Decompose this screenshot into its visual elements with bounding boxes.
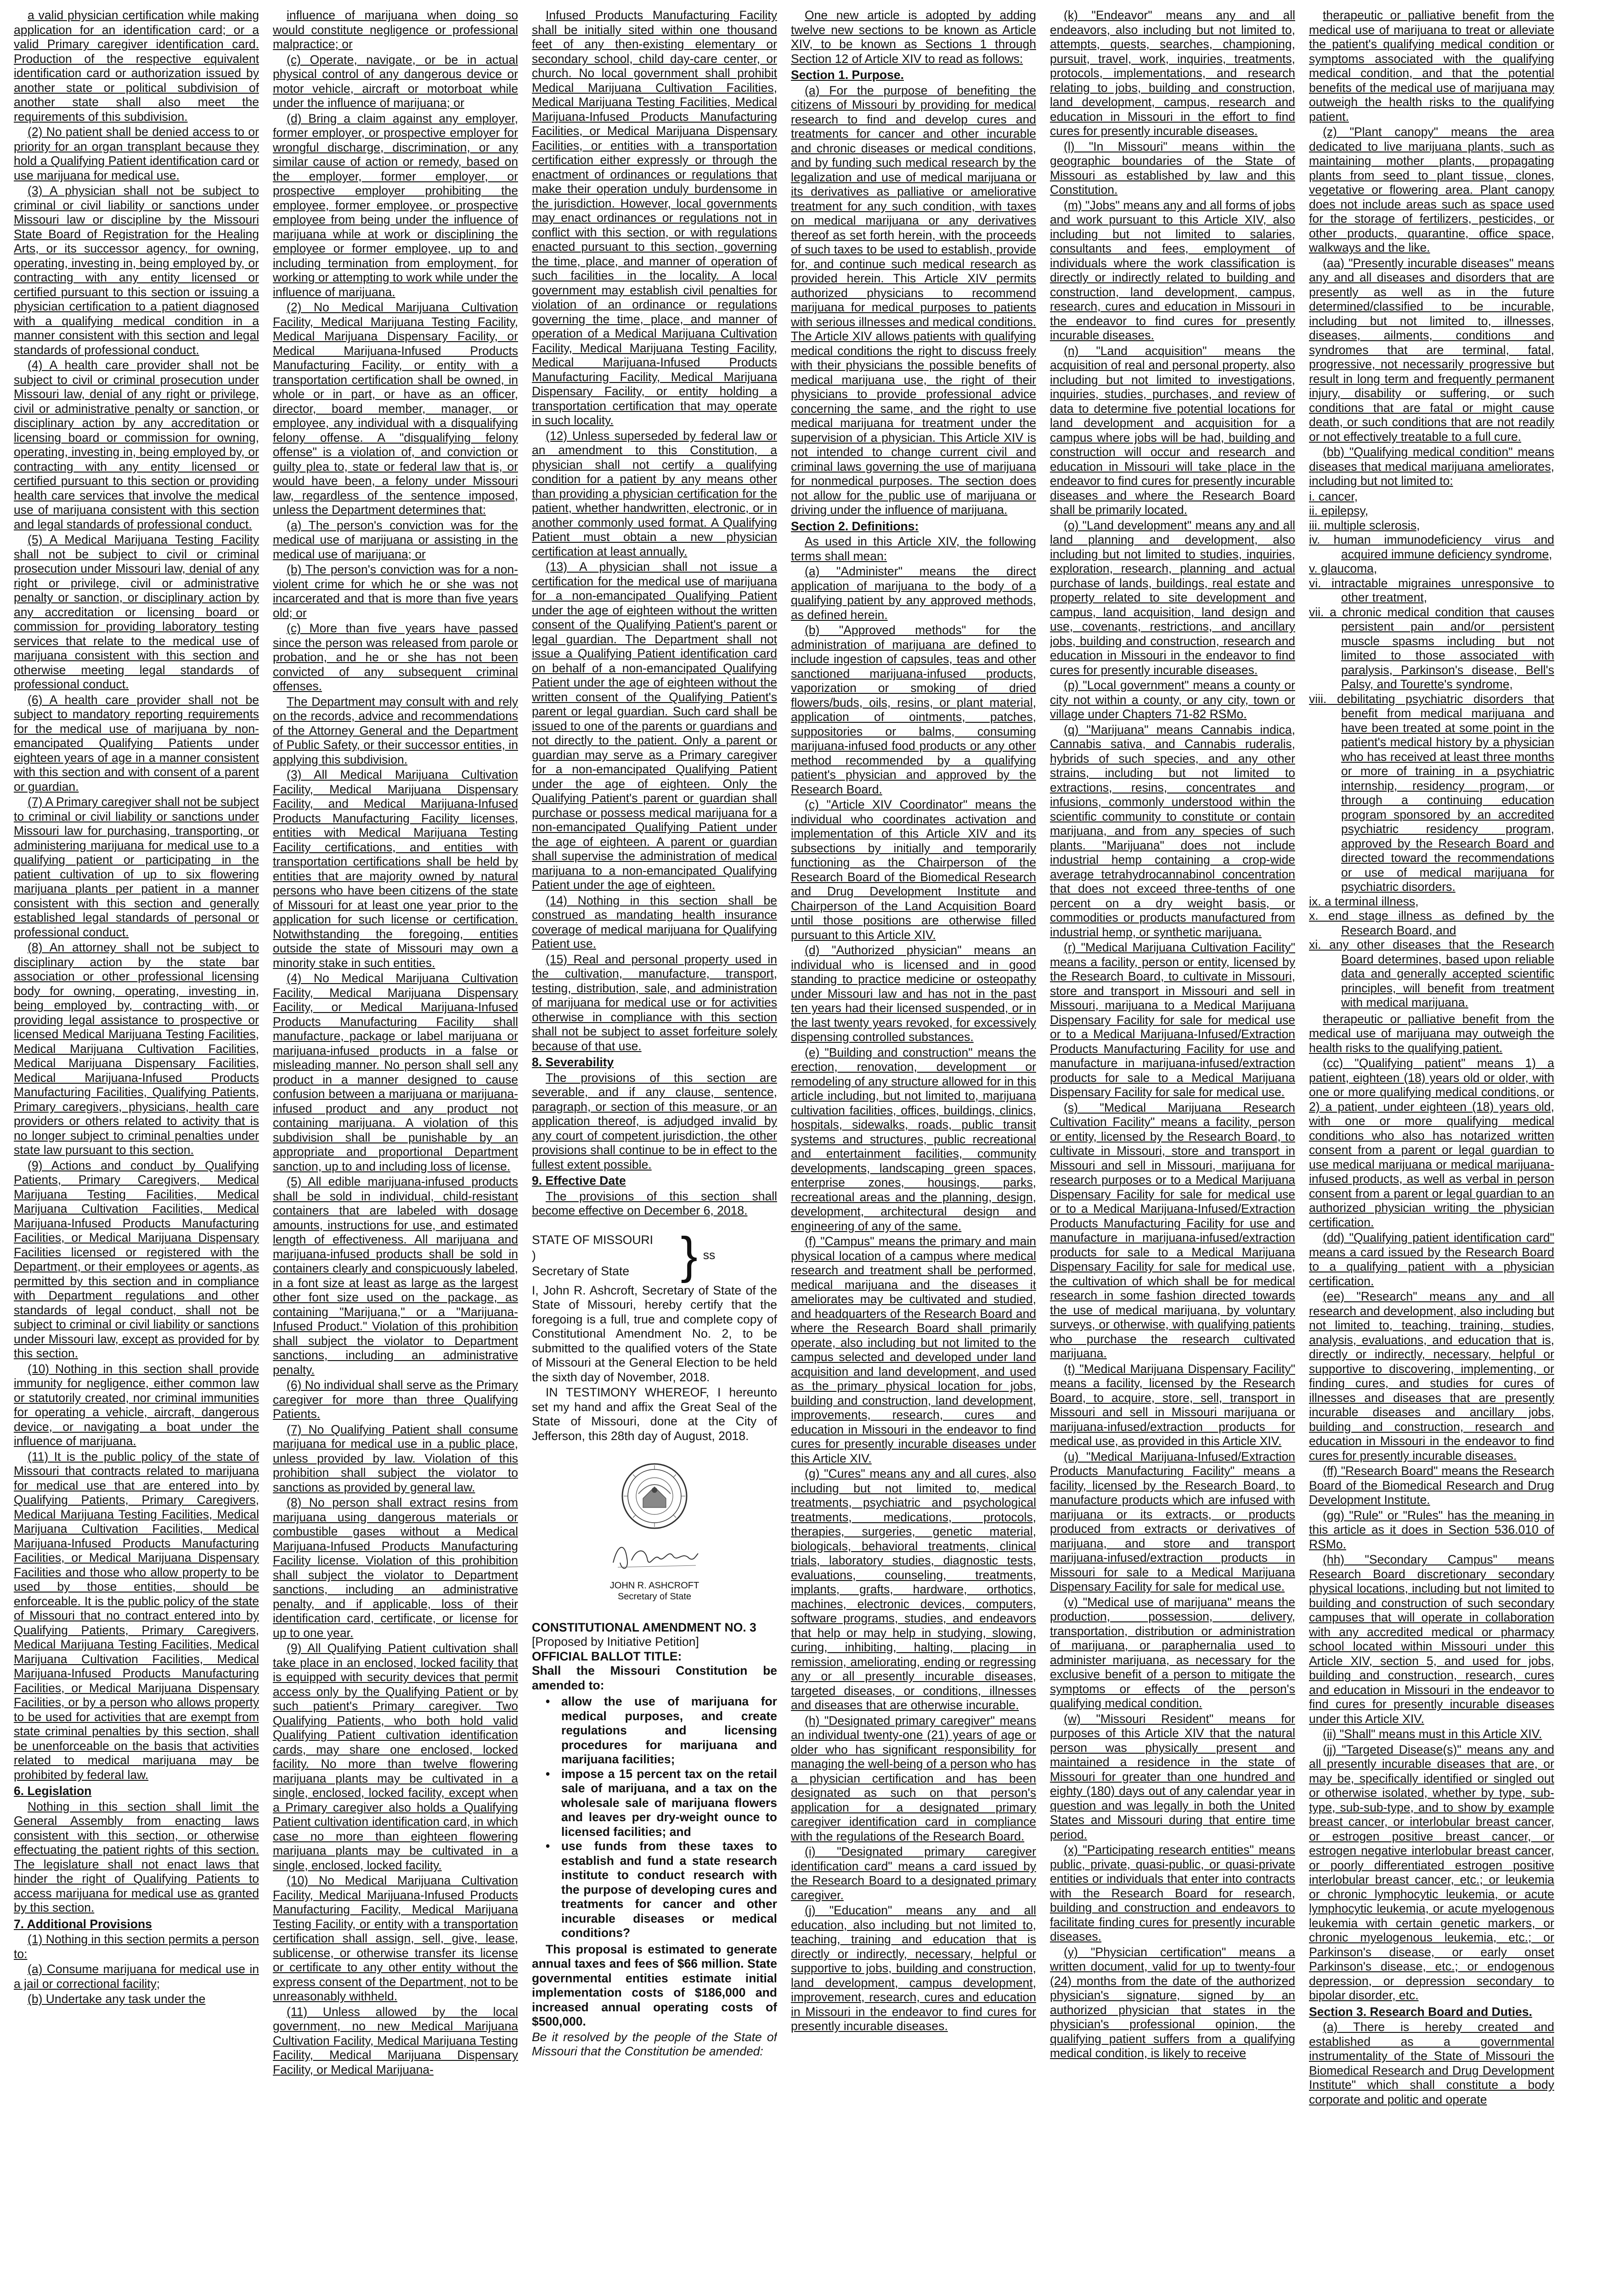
condition-item: x. end stage illness as defined by the Research Board, and xyxy=(1309,909,1554,937)
paragraph: (h) "Designated primary caregiver" means an individual twenty-one (21) years of age or older who has significant responsibility for managing the well-being of a person who has a physician certification and has been designated as such on that person's application for a designated primary caregiver identification card in compliance with the regulations of the Research Board. xyxy=(791,1713,1036,1843)
paragraph: (i) "Designated primary caregiver identification card" means a card issued by the Research Board to a designated primary caregiver. xyxy=(791,1845,1036,1902)
paragraph: therapeutic or palliative benefit from the medical use of marijuana may outweigh the health risks to the qualifying patient. xyxy=(1309,1012,1554,1055)
paragraph: (t) "Medical Marijuana Dispensary Facility" means a facility, licensed by the Research Board, to acquire, store, sell, transport in Missouri and sell in Missouri marijuana or marijuana-infused/extraction products for medical use, as provided in this Article XIV. xyxy=(1050,1362,1295,1448)
paragraph: (dd) "Qualifying patient identification card" means a card issued by the Research Board to a qualifying patient with a physician certification. xyxy=(1309,1231,1554,1288)
paragraph: The provisions of this section shall become effective on December 6, 2018. xyxy=(532,1189,777,1217)
paragraph: (d) Bring a claim against any employer, former employer, or prospective employer for wrongful discharge, discrimination, or any similar cause of action or remedy, based on the employer, former employer, or prospective employer prohibiting the employee, former employee, or prospective employee from being under the influence of marijuana while at work or disciplining the employee or former employee, up to and including termination from employment, for working or attempting to work while under the influence of marijuana. xyxy=(273,111,518,299)
ballot-bullet: • impose a 15 percent tax on the retail sale of marijuana, and a tax on the wholesale sale of marijuana flowers and leaves per dry-weight ounce to licensed facilities; and xyxy=(546,1767,777,1840)
paragraph: (b) The person's conviction was for a non-violent crime for which he or she was not incarcerated and that is more than five years old; or xyxy=(273,563,518,620)
condition-item: ix. a terminal illness, xyxy=(1309,894,1419,908)
text-column-4 xyxy=(791,8,1036,2296)
paragraph: (a) For the purpose of benefiting the citizens of Missouri by providing for medical research to find and develop cures and treatments for cancer and other incurable and chronic diseases or medical conditions, and by funding such medical research by the legalization and use of medical marijuana or its derivatives as palliative or ameliorative treatment for any such condition, with taxes on medical marijuana or any derivatives thereof as set forth herein, with the proceeds of such taxes to be used to establish, provide for, and continue such medical research as provided herein. This Article XIV permits authorized physicians to recommend marijuana for medical purposes to patients with serious illnesses and medical conditions. The Article XIV allows patients with qualifying medical conditions the right to discuss freely with their physicians the possible benefits of medical marijuana use, the right of their physicians to provide professional advice concerning the same, and the right to use medical marijuana for treatment under the supervision of a physician. This Article XIV is not intended to change current civil and criminal laws governing the use of marijuana for nonmedical purposes. The section does not allow for the public use of marijuana or driving under the influence of marijuana. xyxy=(791,83,1036,517)
signer-name: JOHN R. ASHCROFT xyxy=(609,1580,699,1591)
text-column-2 xyxy=(273,8,518,2296)
paragraph: The Department may consult with and rely on the records, advice and recommendations of the Attorney General and the Department of Public Safety, or their successor entities, in applying this subdivision. xyxy=(273,694,518,766)
paragraph: As used in this Article XIV, the following terms shall mean: xyxy=(791,535,1036,563)
condition-item: ii. epilepsy, xyxy=(1309,504,1369,518)
paragraph: One new article is adopted by adding twelve new sections to be known as Article XIV, to be known as Sections 1 through Section 12 of Article XIV to read as follows: xyxy=(791,8,1036,66)
paragraph: (6) No individual shall serve as the Primary caregiver for more than three Qualifying Patients. xyxy=(273,1378,518,1421)
paragraph: (bb) "Qualifying medical condition" means diseases that medical marijuana ameliorates, including but not limited to: xyxy=(1309,445,1554,488)
paragraph: (9) All Qualifying Patient cultivation shall take place in an enclosed, locked facility that is equipped with security devices that permit access only by the Qualifying Patient or by such patient's Primary caregiver. Two Qualifying Patients, who both hold valid Qualifying Patient cultivation identification cards, may share one enclosed, locked facility. No more than twelve flowering marijuana plants may be cultivated in a single, enclosed, locked facility, except when a Primary caregiver also holds a Qualifying Patient cultivation identification card, in which case no more than eighteen flowering marijuana plants may be cultivated in a single, enclosed, locked facility. xyxy=(273,1641,518,1872)
paragraph: (5) All edible marijuana-infused products shall be sold in individual, child-resistant containers that are labeled with dosage amounts, instructions for use, and estimated length of effectiveness. All marijuana and marijuana-infused products shall be sold in containers clearly and conspicuously labeled, in a font size at least as large as the largest other font size used on the package, as containing "Marijuana," or a "Marijuana-Infused Product." Violation of this prohibition shall subject the violator to Department sanctions, including an administrative penalty. xyxy=(273,1175,518,1377)
section-heading: 6. Legislation xyxy=(14,1784,92,1798)
paragraph: (1) Nothing in this section permits a person to: xyxy=(14,1932,259,1961)
paragraph: (4) No Medical Marijuana Cultivation Facility, Medical Marijuana Dispensary Facility, or Medical Marijuana-Infused Products Manufacturing Facility shall manufacture, package or label marijuana or marijuana-infused products in a false or misleading manner. No person shall sell any product in a manner designed to cause confusion between a marijuana or marijuana-infused product and any product not containing marijuana. A violation of this subdivision shall be punishable by an appropriate and proportional Department sanction, up to and including loss of license. xyxy=(273,971,518,1173)
paragraph: (hh) "Secondary Campus" means Research Board discretionary secondary physical locations, including but not limited to building and construction of such secondary campuses that will operate in collaboration with any accredited medical or pharmacy school located within Missouri under this Article XIV, section 5, and used for jobs, building and construction, research, cures and education in Missouri in the endeavor to find cures for presently incurable diseases under this Article XIV. xyxy=(1309,1553,1554,1726)
paragraph: (q) "Marijuana" means Cannabis indica, Cannabis sativa, and Cannabis ruderalis, hybrids of such species, and any other strains, including but not limited to extractions, resins, concentrates and infusions, commonly understood within the scientific community to constitute or contain marijuana, and from any species of such plants. "Marijuana" does not include industrial hemp containing a crop-wide average tetrahydrocannabinol concentration that does not exceed three-tenths of one percent on a dry weight basis, or commodities or products manufactured from industrial hemp, or synthetic marijuana. xyxy=(1050,722,1295,939)
paragraph: (c) "Article XIV Coordinator" means the individual who coordinates activation and implementation of this Article XIV and its subsections by initially and temporarily functioning as the Chairperson of the Research Board of the Biomedical Research and Drug Development Institute and Chairperson of the Land Acquisition Board until those positions are otherwise filled pursuant to this Article XIV. xyxy=(791,798,1036,942)
paragraph: (w) "Missouri Resident" means for purposes of this Article XIV that the natural person was physically present and maintained a residence in the state of Missouri for greater than one hundred and eighty (180) days out of any calendar year in question and was legally in both the United States and Missouri during that entire time period. xyxy=(1050,1711,1295,1841)
paragraph: (a) Consume marijuana for medical use in a jail or correctional facility; xyxy=(14,1962,259,1991)
resolve-clause: Be it resolved by the people of the State of Missouri that the Constitution be amended: xyxy=(532,2030,777,2058)
signer-title: Secretary of State xyxy=(617,1591,692,1602)
paragraph: (6) A health care provider shall not be subject to mandatory reporting requirements for the medical use of marijuana by non-emancipated Qualifying Patients under eighteen years of age in a manner consistent with this section and with consent of a parent or guardian. xyxy=(14,692,259,793)
ballot-bullet: • use funds from these taxes to establish and fund a state research institute to conduct research with the purpose of developing cures and treatments for cancer and other incurable diseases or medical conditions? xyxy=(546,1839,777,1941)
paragraph: (o) "Land development" means any and all land planning and development, also including but not limited to studies, inquiries, exploration, research, planning and actual purchase of lands, buildings, real estate and property related to site development and campus, land acquisition, land design and use, covenants, restrictions, and ancillary jobs, building and construction, research and education in Missouri in the endeavor to find cures for presently incurable diseases. xyxy=(1050,518,1295,677)
paragraph: (u) "Medical Marijuana-Infused/Extraction Products Manufacturing Facility" means a facility, licensed by the Research Board, to manufacture products which are infused with marijuana or its extracts, or products produced from extracts or derivatives of marijuana, and store and transport marijuana-infused/extraction products in Missouri for sale to a Medical Marijuana Dispensary Facility for sale for medical use. xyxy=(1050,1449,1295,1593)
paragraph: (cc) "Qualifying patient" means 1) a patient, eighteen (18) years old or older, with one or more qualifying medical conditions, or 2) a patient, under eighteen (18) years old, with one or more qualifying medical conditions who also has notarized written consent from a parent or legal guardian to use medical marijuana or medical marijuana-infused products, as well as verbal in person consent from a parent or legal guardian to an authorized physician writing the physician certification. xyxy=(1309,1056,1554,1229)
paragraph: (s) "Medical Marijuana Research Cultivation Facility" means a facility, person or entity, licensed by the Research Board, to cultivate in Missouri, store and transport in Missouri and sell in Missouri, marijuana for research purposes or to a Medical Marijuana Dispensary Facility for sale for medical use or to a Medical Marijuana-Infused/Extraction Products Manufacturing Facility for use and manufacture in marijuana-infused/extraction products for sale to a Medical Marijuana Dispensary Facility for sale for medical use, the cultivation of which shall be for medical research in some fashion directed towards the use of medical marijuana, by voluntary surveys, or otherwise, with qualifying patients who purchase the research cultivated marijuana. xyxy=(1050,1100,1295,1360)
state-seal-icon xyxy=(620,1462,689,1531)
condition-item: iv. human immunodeficiency virus and acquired immune deficiency syndrome, xyxy=(1309,533,1554,561)
paragraph: (11) It is the public policy of the state of Missouri that contracts related to marijuana for medical use that are entered into by Qualifying Patients, Primary Caregivers, Medical Marijuana Testing Facilities, Medical Marijuana Cultivation Facilities, Medical Marijuana-Infused Products Manufacturing Facilities, or Medical Marijuana Dispensary Facilities and those who allow property to be used by those entities, should be enforceable. It is the public policy of the state of Missouri that no contract entered into by Qualifying Patients, Primary Caregivers, Medical Marijuana Testing Facilities, Medical Marijuana Cultivation Facilities, Medical Marijuana-Infused Products Manufacturing Facilities, or Medical Marijuana Dispensary Facilities, or by a person who allows property to be used for activities that are exempt from state criminal penalties by this section, shall be unenforceable on the basis that activities related to medical marijuana may be prohibited by federal law. xyxy=(14,1449,259,1782)
text-column-6 xyxy=(1309,8,1554,2296)
state-seal xyxy=(532,1462,777,1531)
paragraph: (m) "Jobs" means any and all forms of jobs and work pursuant to this Article XIV, also including but not limited to salaries, consultants and fees, employment of individuals where the work classification is directly or indirectly related to building and construction, land development, campus, research, cures and education in Missouri in the endeavor to find cures for presently incurable diseases. xyxy=(1050,198,1295,342)
certification-ss: ss xyxy=(703,1248,716,1262)
paragraph: (k) "Endeavor" means any and all endeavors, also including but not limited to, attempts, quests, searches, championing, pursuit, travel, work, inquiries, treatments, protocols, implementations, and research relating to jobs, building and construction, land development, campus, research and education in Missouri in the effort to find cures for presently incurable diseases. xyxy=(1050,8,1295,138)
paragraph: (3) A physician shall not be subject to criminal or civil liability or sanctions under Missouri law or discipline by the Missouri State Board of Registration for the Healing Arts, or its successor agency, for owning, operating, investing in, being employed by, or contracting with any entity licensed or certified pursuant to this section or issuing a physician certification to a patient diagnosed with a qualifying medical condition in a manner consistent with this section and legal standards of professional conduct. xyxy=(14,184,259,357)
paragraph: (a) "Administer" means the direct application of marijuana to the body of a qualifying patient by any approved methods, as defined herein. xyxy=(791,564,1036,622)
condition-item: viii. debilitating psychiatric disorders that benefit from medical marijuana and have been treated at some point in the patient's medical history by a physician who has received at least three months or more of training in a psychiatric internship, residency program, or through a continuing education program sponsored by an accredited psychiatric residency program, approved by the Research Board and directed toward the recommendations or use of medical marijuana for psychiatric disorders. xyxy=(1309,692,1554,894)
paragraph: (15) Real and personal property used in the cultivation, manufacture, transport, testing, distribution, sale, and administration of marijuana for medical use or for activities otherwise in compliance with this section shall not be subject to asset forfeiture solely because of that use. xyxy=(532,952,777,1053)
paragraph: (9) Actions and conduct by Qualifying Patients, Primary Caregivers, Medical Marijuana Testing Facilities, Medical Marijuana Cultivation Facilities, Medical Marijuana-Infused Products Manufacturing Facilities, or Medical Marijuana Dispensary Facilities licensed or registered with the Department, or their employees or agents, as permitted by this section and in compliance with Department regulations and other standards of legal conduct, shall not be subject to criminal or civil liability or sanctions under Missouri law, except as provided for by this section. xyxy=(14,1158,259,1360)
paragraph: influence of marijuana when doing so would constitute negligence or professional malpractice; or xyxy=(273,8,518,51)
paragraph: (3) All Medical Marijuana Cultivation Facility, Medical Marijuana Dispensary Facility, and Medical Marijuana-Infused Products Manufacturing Facility licenses, entities with Medical Marijuana Testing Facility certifications, and entities with transportation certifications shall be held by entities that are majority owned by natural persons who have been citizens of the state of Missouri for at least one year prior to the application for such license or certification. Notwithstanding the foregoing, entities outside the state of Missouri may own a minority stake in such entities. xyxy=(273,768,518,970)
paragraph: (7) No Qualifying Patient shall consume marijuana for medical use in a public place, unless provided by law. Violation of this prohibition shall subject the violator to sanctions as provided by general law. xyxy=(273,1422,518,1494)
section-heading: 8. Severability xyxy=(532,1055,614,1069)
paragraph: (v) "Medical use of marijuana" means the production, possession, delivery, transportation, distribution or administration of marijuana, or paraphernalia used to administer marijuana, as necessary for the exclusive benefit of a person to mitigate the symptoms or effects of the person's qualifying medical condition. xyxy=(1050,1595,1295,1710)
paragraph: (10) Nothing in this section shall provide immunity for negligence, either common law or statutorily created, nor criminal immunities for operating a vehicle, aircraft, dangerous device, or navigating a boat under the influence of marijuana. xyxy=(14,1362,259,1448)
paragraph: (7) A Primary caregiver shall not be subject to criminal or civil liability or sanctions under Missouri law for purchasing, transporting, or administering marijuana for medical use to a qualifying patient or participating in the patient cultivation of up to six flowering marijuana plants per patient in a manner consistent with this section and generally established legal standards of personal or professional conduct. xyxy=(14,795,259,939)
paragraph: (z) "Plant canopy" means the area dedicated to live marijuana plants, such as maintaining mother plants, propagating plants from seed to plant tissue, clones, vegetative or flowering area. Plant canopy does not include areas such as space used for the storage of fertilizers, pesticides, or other products, quarantine, office space, walkways and the like. xyxy=(1309,125,1554,254)
amendment-3-proposed: [Proposed by Initiative Petition] xyxy=(532,1635,699,1649)
certification-state-block: STATE OF MISSOURI ) Secretary of State } ss xyxy=(532,1227,716,1283)
condition-item: xi. any other diseases that the Research Board determines, based upon reliable data and generally accepted scientific principles, will benefit from treatment with medical marijuana. xyxy=(1309,938,1554,1009)
certification-body: I, John R. Ashcroft, Secretary of State of the State of Missouri, hereby certify that the foregoing is a full, true and complete copy of Constitutional Amendment No. 2, to be submitted to the qualified voters of the State of Missouri at the General Election to be held the sixth day of November, 2018. xyxy=(532,1283,777,1384)
paragraph: (d) "Authorized physician" means an individual who is licensed and in good standing to practice medicine or osteopathy under Missouri law and has not in the past ten years had their licensed suspended, or in the last twenty years revoked, for excessively dispensing controlled substances. xyxy=(791,943,1036,1044)
paragraph: (a) The person's conviction was for the medical use of marijuana or assisting in the medical use of marijuana; or xyxy=(273,518,518,561)
condition-item: vii. a chronic medical condition that causes persistent pain and/or persistent muscle spasms including but not limited to those associated with paralysis, Parkinson's disease, Bell's Palsy, and Tourette's syndrome, xyxy=(1309,605,1554,691)
signature-block xyxy=(532,1535,777,1602)
section-heading: Section 2. Definitions: xyxy=(791,519,919,533)
paragraph: (ff) "Research Board" means the Research Board of the Biomedical Research and Drug Development Institute. xyxy=(1309,1464,1554,1507)
paragraph: (2) No Medical Marijuana Cultivation Facility, Medical Marijuana Testing Facility, Medical Marijuana Dispensary Facility, or Medical Marijuana-Infused Products Manufacturing Facility, or entity with a transportation certification shall be owned, in whole or in part, or have as an officer, director, board member, manager, or employee, any individual with a disqualifying felony offense. A "disqualifying felony offense" is a violation of, and conviction or guilty plea to, state or federal law that is, or would have been, a felony under Missouri law, regardless of the sentence imposed, unless the Department determines that: xyxy=(273,300,518,517)
certification-state: STATE OF MISSOURI xyxy=(532,1232,654,1247)
text-column-5 xyxy=(1050,8,1295,2296)
section-heading: 7. Additional Provisions xyxy=(14,1917,152,1931)
paragraph: (c) Operate, navigate, or be in actual physical control of any dangerous device or motor vehicle, aircraft or motorboat while under the influence of marijuana; or xyxy=(273,52,518,110)
paragraph: therapeutic or palliative benefit from the medical use of marijuana to treat or alleviate the patient's qualifying medical condition or symptoms associated with the qualifying medical condition, and that the potential benefits of the medical use of marijuana may outweigh the health risks to the qualifying patient. xyxy=(1309,8,1554,124)
paragraph: (10) No Medical Marijuana Cultivation Facility, Medical Marijuana-Infused Products Manufacturing Facility, Medical Marijuana Testing Facility, or entity with a transportation certification shall assign, sell, give, lease, sublicense, or otherwise transfer its license or certificate to any other entity without the express consent of the Department, not to be unreasonably withheld. xyxy=(273,1874,518,2003)
paragraph: a valid physician certification while making application for an identification card; or a valid Primary caregiver identification card. Production of the respective equivalent identification card or authorization issued by another state or political subdivision of another state shall also meet the requirements of this subdivision. xyxy=(14,8,259,124)
amendment-3-title: CONSTITUTIONAL AMENDMENT NO. 3 xyxy=(532,1620,756,1634)
text-column-1 xyxy=(14,8,259,2296)
paragraph: The provisions of this section are severable, and if any clause, sentence, paragraph, or section of this measure, or an application thereof, is adjudged invalid by any court of competent jurisdiction, the other provisions shall continue to be in effect to the fullest extent possible. xyxy=(532,1070,777,1171)
paragraph: (l) "In Missouri" means within the geographic boundaries of the State of Missouri as established by law and this Constitution. xyxy=(1050,139,1295,197)
paragraph: (jj) "Targeted Disease(s)" means any and all presently incurable diseases that are, or may be, specifically identified or singled out or otherwise isolated, whether by type, sub-type, sub-sub-type, and to show by example breast cancer, or interlobular breast cancer, or estrogen positive breast cancer, or estrogen negative interlobular breast cancer, or poorly differentiated estrogen positive interlobular breast cancer, etc.; or leukemia or chronic lymphocytic leukemia, or acute lymphocytic leukemia, or acute myelogenous leukemia with certain genetic markers, or chronic myelogenous leukemia, etc.; or Parkinson's disease, or early onset Parkinson's disease, etc.; or endogenous depression, or depression secondary to bipolar disorder, etc. xyxy=(1309,1742,1554,2002)
condition-item: iii. multiple sclerosis, xyxy=(1309,518,1420,532)
paragraph: (f) "Campus" means the primary and main physical location of a campus where medical research and treatment shall be performed, medical marijuana and the diseases it ameliorates may be cultivated and studied, and headquarters of the Research Board and where the Research Board shall primarily operate, also including but not limited to the campus selected and developed under land acquisition and land development, and used as the primary physical location for jobs, building and construction, land development, improvements, research, cures and education in Missouri in the endeavor to find cures for presently incurable diseases under this Article XIV. xyxy=(791,1234,1036,1465)
paragraph: (r) "Medical Marijuana Cultivation Facility" means a facility, person or entity, licensed by the Research Board, to cultivate in Missouri, store and transport in Missouri and sell in Missouri, marijuana to a Medical Marijuana Dispensary Facility for sale for medical use or to a Medical Marijuana-Infused/Extraction Products Manufacturing Facility for use and manufacture in marijuana-infused/extraction products for sale to a Medical Marijuana Dispensary Facility for sale for medical use. xyxy=(1050,940,1295,1099)
certification-secretary: Secretary of State xyxy=(532,1264,630,1278)
section-heading: Section 3. Research Board and Duties. xyxy=(1309,2004,1532,2019)
paragraph: (4) A health care provider shall not be subject to civil or criminal prosecution under Missouri law, denial of any right or privilege, civil or administrative penalty or sanction, or disciplinary action by any accreditation or licensing board or commission for owning, operating, investing in, being employed by, or contracting with any entity licensed or certified pursuant to this section or providing health care services that involve the medical use of marijuana consistent with this section and legal standards of professional conduct. xyxy=(14,358,259,531)
paragraph: Nothing in this section shall limit the General Assembly from enacting laws consistent with this section, or otherwise effectuating the patient rights of this section. The legislature shall not enact laws that hinder the right of Qualifying Patients to access marijuana for medical use as granted by this section. xyxy=(14,1799,259,1914)
paragraph: (ee) "Research" means any and all research and development, also including but not limited to, teaching, training, studies, analysis, evaluations, and education that is, directly or indirectly, necessary, helpful or supportive to discovering, implementing, or finding cures, and studies for cures of illnesses and diseases that are presently incurable diseases and ancillary jobs, building and construction, research and education in Missouri in the endeavor to find cures for presently incurable diseases. xyxy=(1309,1289,1554,1463)
paragraph: (8) An attorney shall not be subject to disciplinary action by the state bar association or other professional licensing body for owning, operating, investing in, being employed by, contracting with, or providing legal assistance to prospective or licensed Medical Marijuana Testing Facilities, Medical Marijuana Cultivation Facilities, Medical Marijuana Dispensary Facilities, Medical Marijuana-Infused Products Manufacturing Facilities, Qualifying Patients, Primary caregivers, physicians, health care providers or others related to activity that is no longer subject to criminal penalties under state law pursuant to this section. xyxy=(14,940,259,1157)
ballot-bullets xyxy=(532,1694,777,1941)
condition-item: vi. intractable migraines unresponsive to other treatment, xyxy=(1309,576,1554,604)
condition-item: i. cancer, xyxy=(1309,489,1358,503)
condition-item: v. glaucoma, xyxy=(1309,562,1377,575)
paragraph: (n) "Land acquisition" means the acquisition of real and personal property, also including but not limited to investigations, inquiries, studies, purchases, and review of data to determine five potential locations for land development and acquisition for a campus where jobs will be had, building and construction will occur and research and education in Missouri will take place in the endeavor to find cures for presently incurable diseases and where the Research Board shall be primarily located. xyxy=(1050,343,1295,517)
paragraph: (x) "Participating research entities" means public, private, quasi-public, or quasi-private entities or individuals that enter into contracts with the Research Board for research, building and construction and endeavors to facilitate finding cures for presently incurable diseases. xyxy=(1050,1843,1295,1943)
paragraph: (y) "Physician certification" means a written document, valid for up to twenty-four (24) months from the date of the authorized physician's signature, signed by an authorized physician that states in the physician's professional opinion, the qualifying patient suffers from a qualifying medical condition, is likely to receive xyxy=(1050,1945,1295,2060)
paragraph: (b) Undertake any task under the xyxy=(28,1992,206,2006)
paragraph: (12) Unless superseded by federal law or an amendment to this Constitution, a physician shall not certify a qualifying condition for a patient by any means other than providing a physician certification for the patient, whether handwritten, electronic, or in another commonly used format. A Qualifying Patient must obtain a new physician certification at least annually. xyxy=(532,428,777,558)
paragraph: (14) Nothing in this section shall be construed as mandating health insurance coverage of medical marijuana for Qualifying Patient use. xyxy=(532,893,777,951)
paragraph: (5) A Medical Marijuana Testing Facility shall not be subject to civil or criminal prosecution under Missouri law, denial of any right or privilege, civil or administrative penalty or sanction, or disciplinary action by any accreditation or licensing board or commission for providing laboratory testing services that relate to the medical use of marijuana consistent with this section and otherwise meeting legal standards of professional conduct. xyxy=(14,533,259,691)
paragraph: (a) There is hereby created and established as a governmental instrumentality of the State of Missouri the Biomedical Research and Drug Development Institute" which shall constitute a body corporate and politic and operate xyxy=(1309,2020,1554,2106)
paragraph: Infused Products Manufacturing Facility shall be initially sited within one thousand feet of any then-existing elementary or secondary school, child day-care center, or church. No local government shall prohibit Medical Marijuana Cultivation Facilities, Medical Marijuana Testing Facilities, Medical Marijuana-Infused Products Manufacturing Facilities, or Medical Marijuana Dispensary Facilities, or entities with a transportation certification either expressly or through the enactment of ordinances or regulations that make their operation unduly burdensome in the jurisdiction. However, local governments may enact ordinances or regulations not in conflict with this section, or with regulations enacted pursuant to this section, governing the time, place, and manner of operation of such facilities in the locality. A local government may establish civil penalties for violation of an ordinance or regulations governing the time, place, and manner of operation of a Medical Marijuana Cultivation Facility, Medical Marijuana Testing Facility, Medical Marijuana-Infused Products Manufacturing Facility, Medical Marijuana Dispensary Facility, or entity holding a transportation certification that may operate in such locality. xyxy=(532,8,777,427)
ballot-title-label: OFFICIAL BALLOT TITLE: xyxy=(532,1649,682,1663)
section-heading: 9. Effective Date xyxy=(532,1174,626,1187)
paragraph: (b) "Approved methods" for the administration of marijuana are defined to include ingestion of capsules, teas and other sanctioned marijuana-infused products, vaporization or smoking of dried flowers/buds, oils, resins, or plant material, application of ointments, patches, suppositories or balms, consuming marijuana-infused food products or any other method recommended by a qualifying patient's physician and approved by the Research Board. xyxy=(791,623,1036,796)
paragraph: (e) "Building and construction" means the erection, renovation, development or remodeling of any structure allowed for in this article including, but not limited to, marijuana cultivation facilities, offices, buildings, clinics, hospitals, sidewalks, roads, public transit systems and structures, public recreational and entertainment facilities, community developments, landscaping green spaces, enterprise zones, housings, parks, recreational areas and the planning, design, development, architectural design and engineering of any of the same. xyxy=(791,1045,1036,1233)
paragraph: (8) No person shall extract resins from marijuana using dangerous materials or combustible gases without a Medical Marijuana-Infused Products Manufacturing Facility license. Violation of this prohibition shall subject the violator to Department sanctions, including an administrative penalty, and if applicable, loss of their identification card, certificate, or license for up to one year. xyxy=(273,1496,518,1640)
section-heading: Section 1. Purpose. xyxy=(791,68,904,82)
paragraph: (j) "Education" means any and all education, also including but not limited to, teaching, training and education that is directly or indirectly, necessary, helpful or supportive to jobs, building and construction, land development, campus development, improvement, research, cures and education in Missouri in the endeavor to find cures for presently incurable diseases. xyxy=(791,1903,1036,2033)
ballot-bullet: • allow the use of marijuana for medical purposes, and create regulations and licensing procedures for marijuana and marijuana facilities; xyxy=(546,1694,777,1767)
brace-glyph: } xyxy=(681,1227,698,1283)
certification-witness: IN TESTIMONY WHEREOF, I hereunto set my hand and affix the Great Seal of the State of Missouri, done at the City of Jefferson, this 28th day of August, 2018. xyxy=(532,1385,777,1443)
paragraph: (ii) "Shall" means must in this Article XIV. xyxy=(1323,1727,1542,1741)
fiscal-note: This proposal is estimated to generate annual taxes and fees of $66 million. State governmental entities estimate initial implementation costs of $186,000 and increased annual operating costs of $500,000. xyxy=(532,1942,777,2028)
paragraph: (gg) "Rule" or "Rules" has the meaning in this article as it does in Section 536.010 of RSMo. xyxy=(1309,1508,1554,1551)
paragraph: (g) "Cures" means any and all cures, also including but not limited to, medical treatments, psychiatric and psychological treatments, medications, protocols, therapies, surgeries, genetic material, biologicals, behavioral treatments, clinical trials, laboratory studies, diagnostic tests, evaluations, counseling, treatments, implants, grafts, hardware, orthotics, machines, electronic devices, computers, software programs, studies, and endeavors that help or may help in studying, slowing, curing, inhibiting, halting, placing in remission, ameliorating, ending or regressing any or all presently incurable diseases, targeted diseases, or conditions, illnesses and diseases that are otherwise incurable. xyxy=(791,1467,1036,1712)
paragraph: (11) Unless allowed by the local government, no new Medical Marijuana Cultivation Facility, Medical Marijuana Testing Facility, Medical Marijuana Dispensary Facility, or Medical Marijuana- xyxy=(273,2004,518,2077)
signature-icon xyxy=(604,1535,705,1576)
amendment-3-block xyxy=(532,1621,777,2059)
paragraph: (p) "Local government" means a county or city not within a county, or any city, town or village under Chapters 71-82 RSMo. xyxy=(1050,678,1295,721)
paragraph: (aa) "Presently incurable diseases" means any and all diseases and disorders that are presently as well as in the future determined/classified to be incurable, including but not limited to, illnesses, diseases, ailments, conditions and syndromes that are terminal, fatal, progressive, not necessarily progressive but result in long term and frequently permanent injury, disability or suffering, or such conditions that are fatal or might cause death, or such conditions that are not readily or not effectively treatable to a full cure. xyxy=(1309,256,1554,444)
paragraph: (13) A physician shall not issue a certification for the medical use of marijuana for a non-emancipated Qualifying Patient under the age of eighteen without the written consent of the Qualifying Patient's parent or legal guardian. The Department shall not issue a Qualifying Patient identification card on behalf of a non-emancipated Qualifying Patient under the age of eighteen without the written consent of the Qualifying Patient's parent or legal guardian. Such card shall be issued to one of the parents or guardians and not directly to the patient. Only a parent or guardian may serve as a Primary caregiver for a non-emancipated Qualifying Patient under the age of eighteen. Only the Qualifying Patient's parent or guardian shall purchase or possess medical marijuana for a non-emancipated Qualifying Patient under the age of eighteen. A parent or guardian shall supervise the administration of medical marijuana to a non-emancipated Qualifying Patient under the age of eighteen. xyxy=(532,560,777,892)
paragraph: (2) No patient shall be denied access to or priority for an organ transplant because they hold a Qualifying Patient identification card or use marijuana for medical use. xyxy=(14,125,259,182)
qualifying-conditions-list xyxy=(1309,490,1554,1010)
paragraph: (c) More than five years have passed since the person was released from parole or probation, and he or she has not been convicted of any subsequent criminal offenses. xyxy=(273,621,518,693)
ballot-question: Shall the Missouri Constitution be amended to: xyxy=(532,1664,777,1692)
text-column-3 xyxy=(532,8,777,2296)
